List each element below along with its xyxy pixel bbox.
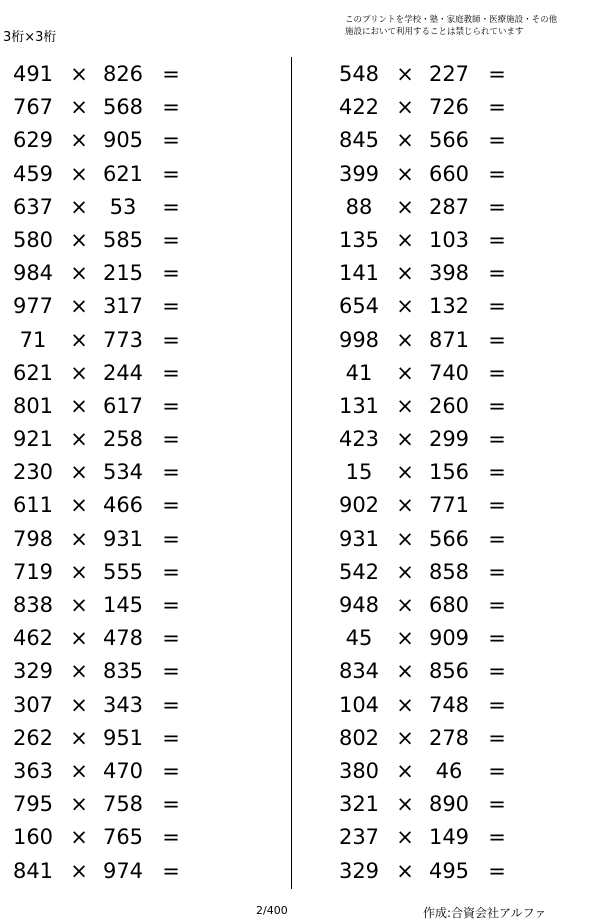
multiplier: 566: [428, 128, 470, 153]
equals-sign: =: [488, 360, 506, 385]
times-sign: ×: [396, 692, 414, 717]
multiplier: 215: [102, 261, 144, 286]
problem-row: [331, 555, 521, 588]
times-sign: ×: [70, 559, 88, 584]
right-problem-column: [331, 57, 521, 887]
multiplicand: 321: [338, 792, 380, 817]
problem-row: [331, 323, 521, 356]
multiplier: 585: [102, 227, 144, 252]
multiplicand: 798: [12, 526, 54, 551]
problem-row: [5, 389, 195, 422]
problem-row: [5, 754, 195, 787]
equals-sign: =: [162, 758, 180, 783]
multiplicand: 422: [338, 95, 380, 120]
problem-row: [5, 522, 195, 555]
times-sign: ×: [70, 792, 88, 817]
multiplier: 931: [102, 526, 144, 551]
times-sign: ×: [70, 858, 88, 883]
times-sign: ×: [70, 825, 88, 850]
times-sign: ×: [396, 460, 414, 485]
problem-row: [5, 721, 195, 754]
problem-row: [5, 555, 195, 588]
equals-sign: =: [488, 493, 506, 518]
equals-sign: =: [162, 626, 180, 651]
multiplicand: 629: [12, 128, 54, 153]
times-sign: ×: [396, 227, 414, 252]
equals-sign: =: [488, 792, 506, 817]
times-sign: ×: [396, 725, 414, 750]
multiplier: 826: [102, 62, 144, 86]
problem-row: [331, 256, 521, 289]
times-sign: ×: [396, 194, 414, 219]
equals-sign: =: [162, 261, 180, 286]
problem-row: [5, 256, 195, 289]
times-sign: ×: [396, 825, 414, 850]
multiplicand: 230: [12, 460, 54, 485]
times-sign: ×: [70, 659, 88, 684]
problem-row: [331, 588, 521, 621]
equals-sign: =: [162, 792, 180, 817]
times-sign: ×: [396, 659, 414, 684]
multiplier: 858: [428, 559, 470, 584]
times-sign: ×: [70, 261, 88, 286]
equals-sign: =: [488, 858, 506, 883]
equals-sign: =: [488, 825, 506, 850]
equals-sign: =: [488, 659, 506, 684]
equals-sign: =: [162, 62, 180, 86]
times-sign: ×: [396, 526, 414, 551]
problem-row: [5, 455, 195, 488]
equals-sign: =: [488, 692, 506, 717]
problem-row: [5, 190, 195, 223]
times-sign: ×: [70, 393, 88, 418]
times-sign: ×: [396, 95, 414, 120]
equals-sign: =: [162, 161, 180, 186]
times-sign: ×: [396, 261, 414, 286]
problem-row: [331, 123, 521, 156]
multiplier: 260: [428, 393, 470, 418]
multiplicand: 977: [12, 294, 54, 319]
problem-row: [331, 389, 521, 422]
equals-sign: =: [162, 327, 180, 352]
equals-sign: =: [162, 227, 180, 252]
problem-row: [331, 854, 521, 887]
multiplicand: 948: [338, 593, 380, 617]
multiplier: 46: [435, 758, 463, 783]
multiplicand: 45: [345, 626, 373, 651]
equals-sign: =: [488, 427, 506, 452]
problem-row: [5, 854, 195, 887]
problem-row: [331, 190, 521, 223]
multiplier: 555: [102, 559, 144, 584]
equals-sign: =: [162, 427, 180, 452]
problem-row: [5, 90, 195, 123]
times-sign: ×: [396, 128, 414, 153]
multiplicand: 459: [12, 161, 54, 186]
equals-sign: =: [488, 327, 506, 352]
multiplier: 343: [102, 692, 144, 717]
equals-sign: =: [162, 294, 180, 319]
problem-row: [331, 422, 521, 455]
multiplicand: 131: [338, 393, 380, 418]
problem-row: [331, 488, 521, 521]
times-sign: ×: [70, 227, 88, 252]
multiplier: 660: [428, 161, 470, 186]
problem-row: [331, 289, 521, 322]
problem-row: [5, 588, 195, 621]
problem-row: [331, 820, 521, 853]
equals-sign: =: [162, 725, 180, 750]
multiplier: 317: [102, 294, 144, 319]
problem-row: [5, 422, 195, 455]
times-sign: ×: [396, 360, 414, 385]
problem-row: [5, 223, 195, 256]
times-sign: ×: [396, 294, 414, 319]
problem-row: [331, 721, 521, 754]
multiplier: 835: [102, 659, 144, 684]
multiplicand: 262: [12, 725, 54, 750]
times-sign: ×: [70, 128, 88, 153]
equals-sign: =: [162, 194, 180, 219]
problem-row: [331, 621, 521, 654]
multiplier: 495: [428, 858, 470, 883]
equals-sign: =: [162, 128, 180, 153]
equals-sign: =: [488, 725, 506, 750]
problem-row: [5, 289, 195, 322]
multiplier: 748: [428, 692, 470, 717]
equals-sign: =: [488, 227, 506, 252]
times-sign: ×: [396, 758, 414, 783]
times-sign: ×: [70, 294, 88, 319]
multiplier: 951: [102, 725, 144, 750]
multiplicand: 637: [12, 194, 54, 219]
multiplicand: 141: [338, 261, 380, 286]
multiplicand: 41: [345, 360, 373, 385]
problem-row: [331, 688, 521, 721]
times-sign: ×: [70, 360, 88, 385]
problem-row: [331, 654, 521, 687]
multiplicand: 104: [338, 692, 380, 717]
times-sign: ×: [70, 62, 88, 86]
worksheet-title: 3桁×3桁: [3, 30, 57, 45]
equals-sign: =: [162, 593, 180, 617]
multiplier: 568: [102, 95, 144, 120]
multiplier: 771: [428, 493, 470, 518]
equals-sign: =: [488, 161, 506, 186]
times-sign: ×: [70, 626, 88, 651]
multiplier: 103: [428, 227, 470, 252]
problem-row: [5, 356, 195, 389]
multiplicand: 329: [12, 659, 54, 684]
multiplicand: 611: [12, 493, 54, 518]
problem-row: [5, 621, 195, 654]
multiplier: 856: [428, 659, 470, 684]
multiplier: 905: [102, 128, 144, 153]
problem-row: [331, 57, 521, 90]
multiplier: 534: [102, 460, 144, 485]
usage-notice: このプリントを学校・塾・家庭教師・医療施設・その他 施設において利用することは禁じられています: [345, 15, 558, 37]
multiplicand: 71: [19, 327, 47, 352]
equals-sign: =: [162, 460, 180, 485]
times-sign: ×: [70, 526, 88, 551]
times-sign: ×: [396, 593, 414, 617]
multiplicand: 380: [338, 758, 380, 783]
equals-sign: =: [162, 526, 180, 551]
multiplicand: 802: [338, 725, 380, 750]
multiplicand: 491: [12, 62, 54, 86]
multiplicand: 834: [338, 659, 380, 684]
problem-row: [5, 57, 195, 90]
author-credit: 作成:合資会社アルファ: [423, 906, 547, 920]
multiplicand: 542: [338, 559, 380, 584]
problem-row: [5, 688, 195, 721]
multiplier: 466: [102, 493, 144, 518]
multiplier: 145: [102, 593, 144, 617]
multiplicand: 237: [338, 825, 380, 850]
multiplier: 740: [428, 360, 470, 385]
problem-row: [5, 157, 195, 190]
times-sign: ×: [70, 593, 88, 617]
multiplier: 156: [428, 460, 470, 485]
multiplier: 398: [428, 261, 470, 286]
equals-sign: =: [488, 194, 506, 219]
equals-sign: =: [162, 659, 180, 684]
column-divider: [291, 57, 292, 889]
multiplicand: 423: [338, 427, 380, 452]
equals-sign: =: [162, 360, 180, 385]
equals-sign: =: [162, 393, 180, 418]
times-sign: ×: [70, 460, 88, 485]
multiplier: 773: [102, 327, 144, 352]
multiplier: 621: [102, 161, 144, 186]
multiplicand: 307: [12, 692, 54, 717]
problem-row: [331, 356, 521, 389]
multiplicand: 845: [338, 128, 380, 153]
multiplier: 299: [428, 427, 470, 452]
equals-sign: =: [488, 128, 506, 153]
multiplicand: 838: [12, 593, 54, 617]
times-sign: ×: [396, 427, 414, 452]
multiplicand: 580: [12, 227, 54, 252]
multiplier: 566: [428, 526, 470, 551]
times-sign: ×: [396, 792, 414, 817]
multiplicand: 329: [338, 858, 380, 883]
equals-sign: =: [488, 460, 506, 485]
multiplicand: 719: [12, 559, 54, 584]
times-sign: ×: [70, 725, 88, 750]
equals-sign: =: [162, 692, 180, 717]
problem-row: [331, 90, 521, 123]
problem-row: [331, 157, 521, 190]
times-sign: ×: [70, 95, 88, 120]
problem-row: [331, 455, 521, 488]
problem-row: [331, 754, 521, 787]
multiplier: 758: [102, 792, 144, 817]
equals-sign: =: [488, 526, 506, 551]
multiplier: 617: [102, 393, 144, 418]
problem-row: [331, 522, 521, 555]
multiplier: 244: [102, 360, 144, 385]
multiplier: 680: [428, 593, 470, 617]
multiplicand: 621: [12, 360, 54, 385]
equals-sign: =: [488, 261, 506, 286]
multiplier: 53: [109, 194, 137, 219]
equals-sign: =: [488, 758, 506, 783]
multiplier: 726: [428, 95, 470, 120]
times-sign: ×: [70, 194, 88, 219]
multiplicand: 931: [338, 526, 380, 551]
times-sign: ×: [70, 161, 88, 186]
multiplicand: 548: [338, 62, 380, 86]
multiplicand: 363: [12, 758, 54, 783]
multiplicand: 160: [12, 825, 54, 850]
multiplier: 132: [428, 294, 470, 319]
multiplier: 974: [102, 858, 144, 883]
multiplier: 478: [102, 626, 144, 651]
equals-sign: =: [488, 559, 506, 584]
times-sign: ×: [396, 161, 414, 186]
times-sign: ×: [396, 626, 414, 651]
times-sign: ×: [70, 327, 88, 352]
times-sign: ×: [396, 62, 414, 86]
left-problem-column: [5, 57, 195, 887]
equals-sign: =: [162, 825, 180, 850]
equals-sign: =: [162, 559, 180, 584]
multiplier: 227: [428, 62, 470, 86]
page-number: 2/400: [256, 904, 288, 917]
problem-row: [5, 820, 195, 853]
times-sign: ×: [396, 493, 414, 518]
equals-sign: =: [488, 626, 506, 651]
multiplicand: 654: [338, 294, 380, 319]
multiplier: 149: [428, 825, 470, 850]
problem-row: [331, 223, 521, 256]
times-sign: ×: [70, 427, 88, 452]
multiplicand: 15: [345, 460, 373, 485]
problem-row: [5, 654, 195, 687]
times-sign: ×: [396, 393, 414, 418]
multiplicand: 998: [338, 327, 380, 352]
multiplicand: 984: [12, 261, 54, 286]
problem-row: [5, 787, 195, 820]
multiplier: 871: [428, 327, 470, 352]
multiplicand: 921: [12, 427, 54, 452]
equals-sign: =: [488, 95, 506, 120]
multiplicand: 902: [338, 493, 380, 518]
times-sign: ×: [70, 692, 88, 717]
multiplier: 287: [428, 194, 470, 219]
times-sign: ×: [396, 327, 414, 352]
problem-row: [5, 123, 195, 156]
multiplicand: 767: [12, 95, 54, 120]
times-sign: ×: [396, 559, 414, 584]
multiplicand: 795: [12, 792, 54, 817]
times-sign: ×: [70, 493, 88, 518]
times-sign: ×: [70, 758, 88, 783]
equals-sign: =: [488, 393, 506, 418]
problem-row: [331, 787, 521, 820]
problem-row: [5, 488, 195, 521]
times-sign: ×: [396, 858, 414, 883]
multiplier: 909: [428, 626, 470, 651]
equals-sign: =: [488, 62, 506, 86]
multiplier: 278: [428, 725, 470, 750]
equals-sign: =: [162, 493, 180, 518]
equals-sign: =: [488, 294, 506, 319]
multiplicand: 801: [12, 393, 54, 418]
multiplier: 258: [102, 427, 144, 452]
multiplicand: 399: [338, 161, 380, 186]
multiplicand: 462: [12, 626, 54, 651]
equals-sign: =: [488, 593, 506, 617]
problem-row: [5, 323, 195, 356]
multiplier: 890: [428, 792, 470, 817]
equals-sign: =: [162, 858, 180, 883]
multiplier: 765: [102, 825, 144, 850]
multiplicand: 841: [12, 858, 54, 883]
multiplicand: 88: [345, 194, 373, 219]
multiplier: 470: [102, 758, 144, 783]
equals-sign: =: [162, 95, 180, 120]
multiplicand: 135: [338, 227, 380, 252]
